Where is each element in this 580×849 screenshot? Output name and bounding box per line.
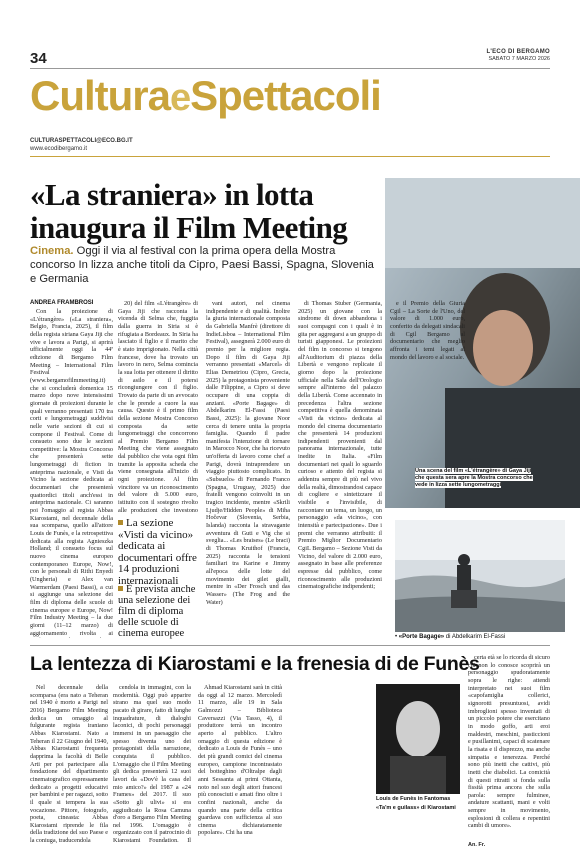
section-title-part3: Spettacoli xyxy=(190,72,381,119)
section-email[interactable]: CULTURASPETTACOLI@ECO.BG.IT xyxy=(30,138,133,144)
section-rule xyxy=(30,156,550,157)
pull-quote-1: La sezione «Visti da vicino» dedicata ai documentari offre 14 produzioni internazionali xyxy=(118,518,200,587)
article-column-4: di Thomas Stuber (Germania, 2025) un giovane con la sindrome di down abbandona i suoi compagni con i quali è in gita per aggregarsi a un gruppo di turisti giapponesi. Le proiezioni del film in concorso si tengono all'Auditorium di piazza della Libertà e vengono replicate il giorno dopo la proiezione ufficiale nella Sala dell'Orologio sempre all'interno del palazzo della Libertà. Come accennato in precedenza l'altra sezione competitiva è quella denominata «Visti da vicino» dedicata al mondo del cinema documentario che presenterà 14 produzioni indipendenti provenienti dal panorama internazionale, tutte inedite in Italia. «Film documentari nei quali lo sguardo curioso e attento del regista si addentra sempre di più nel vivo della realtà, dimostrandosi capace di cogliere e sintetizzare il visibile e l'invisibile, di raccontare un tema, un luogo, un personaggio «da vicino», con intensità e partecipazione». Due i premi che verranno attribuiti: il Premio Miglior Documentario CgiL Bergamo – Sezione Visti da Vicino, del valore di 2.000 euro, assegnato in base alle preferenze espresse dal pubblico, come riconoscimento alle produzioni cinematografiche indipendenti; xyxy=(298,300,382,591)
paper-name: L'ECO DI BERGAMO xyxy=(486,49,550,55)
article-subhead xyxy=(30,244,380,286)
photo-caption-bottom xyxy=(376,796,450,802)
section-title-part1: Cultura xyxy=(30,72,170,119)
article-column-2: 20) del film «L'étrangère» di Gaya Jiji che racconta la vicenda di Selma che, fuggita dalla guerra in Siria si è rifugiata a Bordeaux. In Siria ha lasciato il figlio e il marito che è stato imprigionato. Nella città francese, dove ha trovato un lavoro in nero, Selma comincia la sua lotta per ottenere il diritto di asilo e il potersi ricongiungere con il figlio. Trovato da parte di un avvocato che le prende a cuore la sua causa. Questo è il primo film della sezione Mostra Concorso composta da sette lungometraggi che concorrono al Premio Bergamo Film Meeting che viene assegnato dal pubblico che vota ogni film tramite la apposita scheda che viene consegnata all'inizio di ogni proiezione. Al film vincitore va un riconoscimento del valore di 5.000 euro, istituito con il sostegno rivolto alle produzioni che investono xyxy=(118,300,198,514)
article2-column-4: certa età se lo ricorda di sicuro chi non lo conosce scoprirà un personaggio spudoratamente sopra le righe: attendi interpretato nei suoi film «capofamiglia collerici, signorotti presuntuosi, avidi imbroglioni spesso inventati di un piccolo potere che esercitano in modo goffo, arti eroi maldestri, meschini, pasticcioni e pusillanimi, capaci di scatenare la risata e il disprezzo, ma anche simpatia e tenerezza. Perché sono più inetti che cattivi, più inetti che diabolici. La comicità di questi ritratti si fonda sulla fissità prima ancora che sulla parola: sempre fulminee, andature scattanti, mani e volti sempre in movimento, esplosioni di collera e repentini cambi di umore». xyxy=(468,654,550,830)
article2-headline: La lentezza di Kiarostami e la frenesia di de Funès xyxy=(30,653,480,675)
section-contact xyxy=(30,137,133,153)
photo-caption-etrangere: Una scena del film «L'étrangère» di Gaya Jiji che questa sera apre la Mostra concorso che vede in lizza sette lungometraggi xyxy=(415,468,533,489)
section-web[interactable]: www.ecodibergamo.it xyxy=(30,146,88,152)
paper-date: SABATO 7 MARZO 2026 xyxy=(488,56,550,62)
photo-caption-porte-bagage: • «Porte Bagage» di Abdelkarim El-Fassi xyxy=(395,634,506,640)
article-subhead-text: Oggi il via al festival con la prima opera della Mostra concorso In lizza anche titoli da Cipro, Paesi Bassi, Spagna, Slovenia e Germania xyxy=(30,245,374,285)
article-column-1: Con la proiezione di «L'étrangère» («La straniera», Belgio, Francia, 2025), il film della regista siriana Gaya Jiji che vive e lavora a Parigi, si aprirà ufficialmente oggi la 44ª edizione di Bergamo Film Meeting – International Film Festival (www.bergamofilmmeeting.it) che si concluderà domenica 15 marzo dopo nove intensissimi giornate di proiezioni durante le quali verranno presentati 170 tra corti e lungometraggi suddivisi nelle varie sezioni di cui si compone il Festival. Come di consueto sono due le sezioni competitive: la Mostra Concorso che presenterà sette lungometraggi di fiction in anteprima nazionale, e Visti da Vicino la sezione dedicata ai documentari che presenterà quattordici titoli anch'essi in anteprima nazionale. Ci saranno poi l'omaggio al regista Abbas Kiarostami, nel decennale della sua scomparsa, quello all'attore Louis de Funès, e la retrospettiva dedicata alla regista Agnieszka Holland; il consueto focus sul nuovo cinema europeo contemporaneo Europe, Now!, con le personali di Rithi Enyedi (Ungheria) e Alex van Warmerdam (Paesi Bassi), a cui si aggiunge una selezione dei film di diploma delle scuole di cinema europee e Europe, Now! Film Industry Meeting – la due giorni (11–12 marzo) di aggiornamento rivolta ai xyxy=(30,308,113,637)
article2-column-1: Nel decennale della scomparsa (era nato a Teheran nel 1940 è morto a Parigi nel 2016) Bergamo Film Meeting dedica un omaggio al fulgurante regista iraniano Abbas Kiarostami. Nato a Teheran il 22 Giugno del 1940, Abbas Kiarostami frequenta dapprima la facoltà di Belle Arti per poi partecipare alla fondazione del dipartimento cinematografico espressamente dedicato a progetti educativi per bambini e per ragazzi, sotto il quale si tempera la sua vocazione. Pittore, fotografo, poeta, cineasta: Abbas Kiarostami riprende le fila della tradizione del suo Paese e la coniuga, traducendola xyxy=(30,684,108,844)
section-title xyxy=(30,72,381,122)
article-author: ANDREA FRAMBROSI xyxy=(30,300,94,306)
film-still-porte-bagage xyxy=(395,520,565,632)
pull-quote-2: È prevista anche una selezione dei film di diploma delle scuole di cinema europee xyxy=(118,584,200,639)
top-rule xyxy=(30,68,550,69)
page-number: 34 xyxy=(30,50,47,67)
article-column-5: e il Premio della Giuria Cgil – La Sorte de l'Uno, del valore di 1.000 euro, conferito da delegati sindacali di Cgil Bergamo al documentario che meglio affronta i temi legati al mondo del lavoro e al sociale. xyxy=(390,300,465,361)
article-divider xyxy=(30,645,550,646)
caption-de-funes: Louis de Funès in Fantomas xyxy=(376,796,451,802)
article-kicker: Cinema. xyxy=(30,245,74,257)
photo-caption-kiarostami: «Ta'm e guilass» di Kiarostami xyxy=(376,805,456,811)
photo-de-funes xyxy=(376,684,460,794)
article-column-3: vani autori, nel cinema indipendente e di qualità. Inoltre la giuria internazionale composta da Gabriella Manfrè (direttore di IndieLisboa – International Film Festival), assegnerà 2.000 euro di premio per la migliore regia. Dopo il film di Gaya Jiji verranno presentati «Marcel» di Elias Demetriou (Cipro, Grecia, 2025) la protagonista proveniente dalle Filippine, a Cipro si deve occupare di una coppia di anziani. «Porte Bagage» di Abdelkarim El-Fassi (Paesi Bassi, 2025): la giovane Noor cerca di tenere unita la propria famiglia. Quando il padre manifesta l'intenzione di tornare in Marocco Noor, che ha ricevuto un'offerta di lavoro come chef a Parigi, dovrà intraprendere un viaggio piuttosto complicato. In «Subsuelo» di Fernando Franco (Spagna, Uruguay, 2025) due fratelli vengono coinvolti in un tragico incidente, mentre «Skrili Ljudje/Hidden People» di Miha Hočevar (Slovenia, Serbia, Islanda) racconta la stravagante avventura di Guti e Vig che si sveglia... «Les braises» (Le braci) di Thomas Kruithof (Francia, 2025) racconta le tensioni familiari tra Karine e Jimmy all'epoca delle lotte del movimento dei gilet gialli, mentre in «Der Frosch und das Wasser» (The Frog and the Water) xyxy=(206,300,290,606)
article2-column-2: cendola in immagini, con la modernità. Oggi può apparire strano ma quel suo modo pacato di girare, fatto di lunghe inquadrature, di dialoghi laconici, di pochi personaggi immersi in un paesaggio che spesso diventa uno dei protagonisti della narrazione, conquista il pubblico. L'omaggio che il Film Meeting gli dedica presenterà 12 suoi lavori da «Dov'è la casa del mio amico?» del 1987 a «24 Frames» del 2017. Il suo «Sotto gli ulivi» si era aggiudicato la Rosa Camuna d'oro a Bergamo Film Meeting nel 1996. L'omaggio è organizzato con il patrocinio di Kiarostami Foundation. Il xyxy=(113,684,191,844)
article2-column-3: Ahmad Kiarostami sarà in città da oggi al 12 marzo. Mercoledì 11 marzo, alle 19 in Sala Galmozzi – Biblioteca Caversazzi (Via Tasso, 4), il produttore terrà un incontro aperto al pubblico. L'altro omaggio di questa edizione è dedicato a Louis de Funès – uno dei più grandi comici del cinema europeo, campione incontrastato del botteghino d'Oltralpe dagli anni Sessanta ai primi Ottanta, noto nel suo degli attori francesi più conosciuti e amati fino oltre i confini nazionali, anche da quando una parte della critica guardava con sufficienza al suo cinema dichiaratamente popolare». Chi ha una xyxy=(198,684,282,837)
article-headline: «La straniera» in lotta inaugura il Film Meeting xyxy=(30,177,348,245)
section-title-part2: e xyxy=(170,77,191,119)
paper-masthead xyxy=(486,49,550,63)
article2-initials: An. Fr. xyxy=(468,842,486,848)
